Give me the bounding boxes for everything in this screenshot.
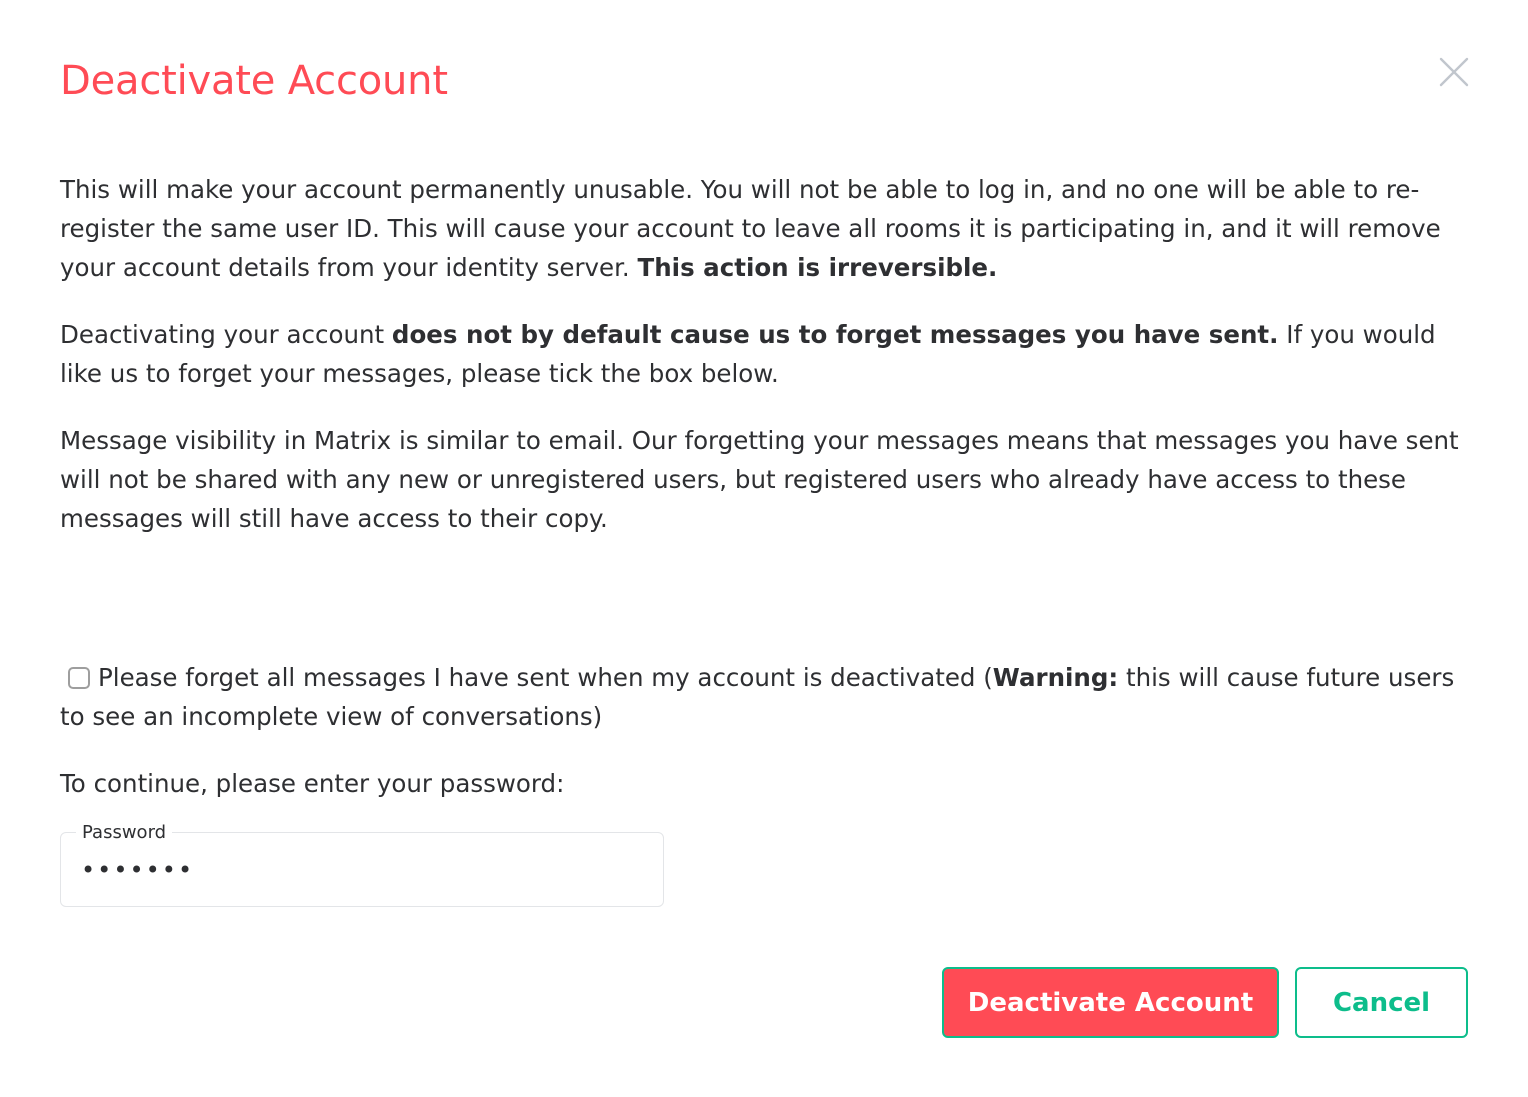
forget-info-paragraph <box>60 315 1470 393</box>
forget-option-text-before[interactable]: Please forget all messages I have sent when my account is deactivated ( <box>98 663 993 692</box>
close-icon[interactable] <box>1438 56 1470 88</box>
password-prompt: To continue, please enter your password: <box>60 769 565 798</box>
forget-info-bold: does not by default cause us to forget messages you have sent. <box>391 320 1279 349</box>
cancel-button[interactable]: Cancel <box>1295 967 1468 1038</box>
deactivate-account-button[interactable]: Deactivate Account <box>942 967 1279 1038</box>
irreversible-notice: This action is irreversible. <box>637 253 998 282</box>
forget-info-text-before: Deactivating your account <box>60 320 392 349</box>
forget-info-text-after: If you would like us to forget your messages, please tick the box below. <box>60 320 1436 388</box>
forget-messages-checkbox[interactable] <box>68 667 90 689</box>
dialog-title: Deactivate Account <box>60 58 448 104</box>
password-input[interactable]: ••••••• <box>81 856 195 884</box>
password-label: Password <box>76 821 172 845</box>
forget-option-warning[interactable]: Warning: <box>992 663 1119 692</box>
visibility-paragraph: Message visibility in Matrix is similar to email. Our forgetting your messages means that messages you have sent will not be shared with any new or unregistered users, but registered users who already have access to these messages will still have access to their copy. <box>60 426 1459 533</box>
warning-paragraph <box>60 170 1470 287</box>
warning-text: This will make your account permanently unusable. You will not be able to log in, and no one will be able to re-register the same user ID. This will cause your account to leave all rooms it is participating in, and it will remove your account details from your identity server. <box>60 175 1441 282</box>
forget-option-text-after[interactable]: this will cause future users to see an incomplete view of conversations) <box>60 663 1455 731</box>
forget-messages-option <box>60 658 1470 736</box>
password-field[interactable] <box>60 822 664 907</box>
